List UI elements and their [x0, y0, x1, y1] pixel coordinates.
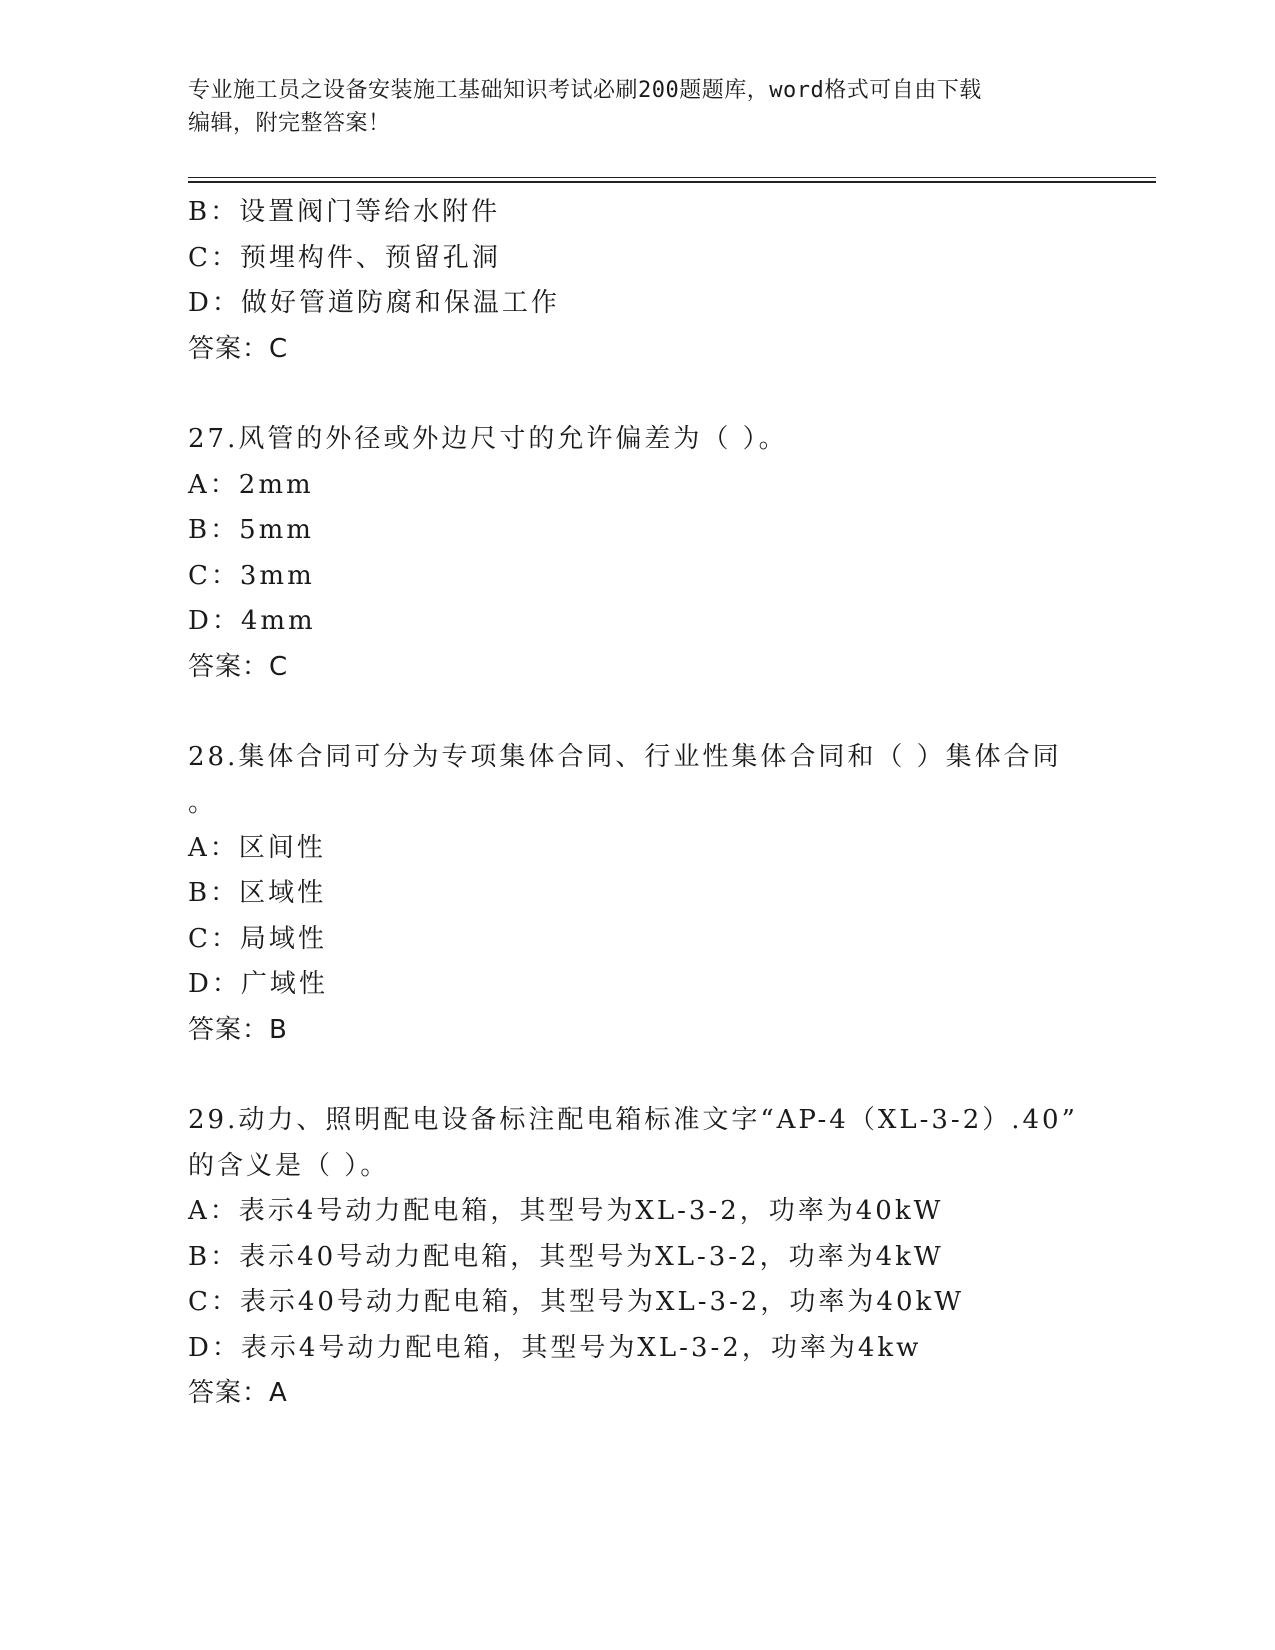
option-b: B：区域性 — [188, 878, 327, 908]
header-title-line-2: 编辑，附完整答案！ — [188, 111, 391, 136]
option-c: C：3mm — [188, 560, 315, 591]
option-c: C：局域性 — [188, 923, 327, 954]
option-a: A：区间性 — [188, 832, 326, 863]
question-text: 29.动力、照明配电设备标注配电箱标准文字“AP-4（XL-3-2）.40” — [188, 1105, 1078, 1135]
option-d: D：表示4号动力配电箱，其型号为XL-3-2，功率为4kw — [188, 1332, 922, 1363]
answer-line: 答案：B — [188, 1014, 288, 1045]
option-a: A：表示4号动力配电箱，其型号为XL-3-2，功率为40kW — [188, 1196, 944, 1226]
answer-line: 答案：C — [188, 333, 289, 364]
option-c: C：预埋构件、预留孔洞 — [188, 242, 501, 273]
header-title-line-1: 专业施工员之设备安装施工基础知识考试必刷200题题库，word格式可自由下载 — [188, 78, 982, 103]
option-b: B：设置阀门等给水附件 — [188, 197, 501, 227]
option-c: C：表示40号动力配电箱，其型号为XL-3-2，功率为40kW — [188, 1287, 964, 1317]
option-d: D：做好管道防腐和保温工作 — [188, 288, 560, 318]
header-divider-thin — [188, 177, 1156, 178]
option-a: A：2mm — [188, 469, 314, 500]
answer-line: 答案：C — [188, 651, 289, 682]
question-content — [188, 190, 1078, 1417]
question-26-tail — [188, 190, 1068, 372]
header-divider-thick — [188, 181, 1156, 183]
question-text-continued: 的含义是（ ）。 — [188, 1150, 390, 1181]
question-text-continued: 。 — [188, 787, 218, 818]
option-b: B：表示40号动力配电箱，其型号为XL-3-2，功率为4kW — [188, 1241, 944, 1272]
question-27 — [188, 417, 1068, 690]
question-28 — [188, 735, 1068, 1053]
option-d: D：4mm — [188, 606, 316, 636]
document-header — [188, 74, 1068, 140]
option-b: B：5mm — [188, 515, 314, 545]
question-29 — [188, 1098, 1078, 1417]
question-text: 27.风管的外径或外边尺寸的允许偏差为（ ）。 — [188, 424, 788, 454]
answer-line: 答案：A — [188, 1378, 288, 1408]
question-text: 28.集体合同可分为专项集体合同、行业性集体合同和（ ）集体合同 — [188, 742, 1062, 772]
option-d: D：广域性 — [188, 969, 328, 999]
